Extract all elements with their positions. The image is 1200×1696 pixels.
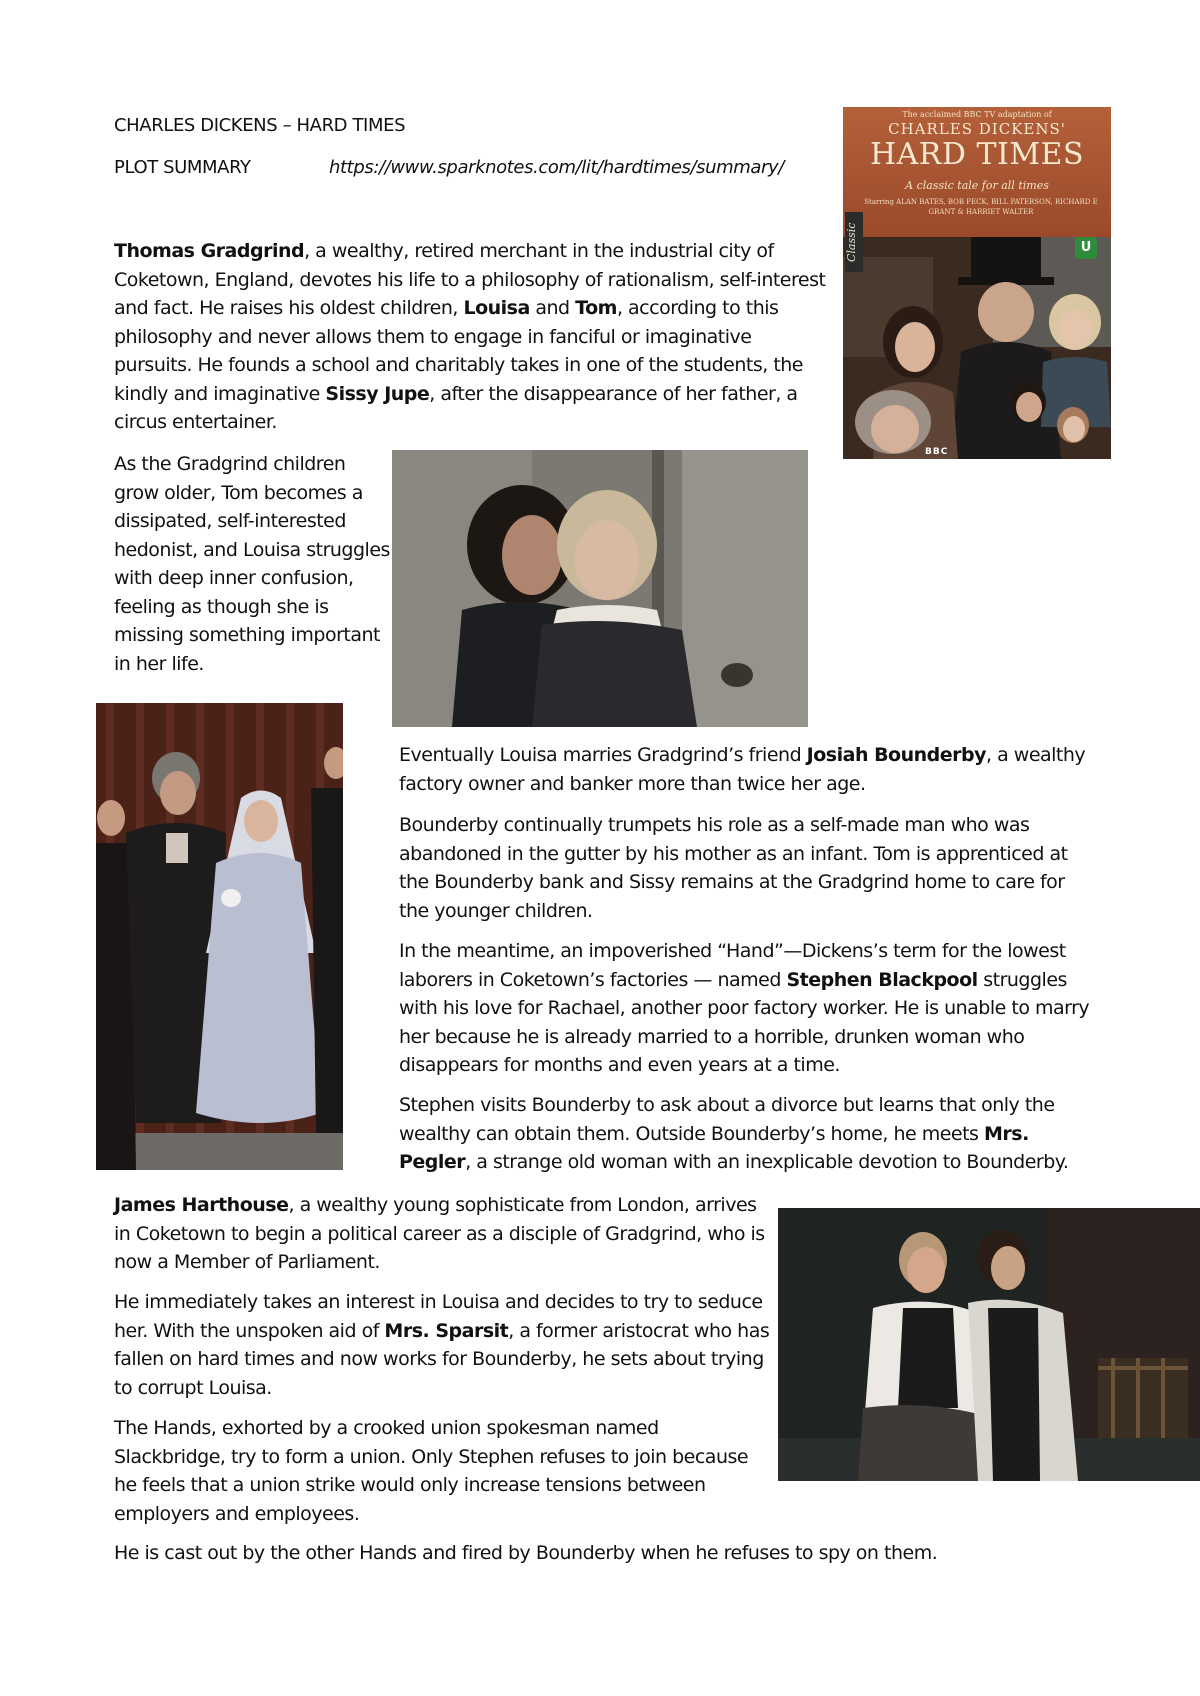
wedding-scene <box>96 703 343 1170</box>
cover-title: HARD TIMES <box>869 137 1085 172</box>
louisa-tom-photo <box>392 450 808 727</box>
paragraph-union: The Hands, exhorted by a crooked union spokesman named Slackbridge, try to form a union. Only Stephen refuses to join because he feels that a union strike would only increase tensions between employers and employees. <box>114 1417 749 1525</box>
paragraph-marriage: Eventually Louisa marries Gradgrind’s friend Josiah Bounderby, a wealthy factory owner and banker more than twice her age. <box>399 744 1086 795</box>
paragraph-gradgrind: Thomas Gradgrind, a wealthy, retired merchant in the industrial city of Coketown, England, devotes his life to a philosophy of rationalism, self-interest and fact. He raises his oldest children, Louisa and Tom, according to this philosophy and never allows them to engage in fanciful or imaginative pursuits. He founds a school and charitably takes in one of the students, the kindly and imaginative Sissy Jupe, after the disappearance of her father, a circus entertainer. <box>114 240 826 433</box>
cover-cast: Starring ALAN BATES, BOB PECK, BILL PATERSON, RICHARD E GRANT & HARRIET WALTER <box>864 198 1098 216</box>
cover-series-label: Classic <box>845 212 863 272</box>
source-link[interactable]: https://www.sparknotes.com/lit/hardtimes/summary/ <box>329 157 784 178</box>
paragraph-seduction: He immediately takes an interest in Louisa and decides to try to seduce her. With the unspoken aid of Mrs. Sparsit, a former aristocrat who has fallen on hard times and now works for Bounderby, he sets about trying to corrupt Louisa. <box>114 1291 770 1399</box>
harthouse-tom-photo <box>778 1208 1200 1481</box>
paragraph-bounderby: Bounderby continually trumpets his role as a self-made man who was abandoned in the gutter by his mother as an infant. Tom is apprenticed at the Bounderby bank and Sissy remains at the Gradgrind home to care for the younger children. <box>399 814 1068 922</box>
two-men-scene <box>778 1208 1200 1481</box>
dvd-cover-image <box>843 107 1111 459</box>
cover-author: CHARLES DICKENS' <box>888 120 1066 138</box>
paragraph-stephen: In the meantime, an impoverished “Hand”—Dickens’s term for the lowest laborers in Coketown’s factories — named Stephen Blackpool struggles with his love for Rachael, another poor factory worker. He is unable to marry her because he is already married to a horrible, drunken woman who disappears for months and even years at a time. <box>399 940 1090 1076</box>
paragraph-divorce: Stephen visits Bounderby to ask about a divorce but learns that only the wealthy can obtain them. Outside Bounderby’s home, he meets Mrs. Pegler, a strange old woman with an inexplicable devotion to Bounderby. <box>399 1094 1069 1173</box>
plot-summary-label: PLOT SUMMARY <box>114 157 251 178</box>
louisa-tom-scene <box>392 450 808 727</box>
document-title <box>114 115 405 136</box>
cover-pretitle: The acclaimed BBC TV adaptation of <box>902 110 1052 119</box>
cover-tagline: A classic tale for all times <box>905 179 1049 192</box>
title-text: CHARLES DICKENS – HARD TIMES <box>114 115 406 136</box>
paragraph-children: As the Gradgrind children grow older, Tom becomes a dissipated, self-interested hedonist, and Louisa struggles with deep inner confusion, feeling as though she is missing something important in her life. <box>114 453 390 675</box>
cover-rating-badge: U <box>1075 237 1097 259</box>
cover-title-band <box>843 107 1111 237</box>
paragraph-harthouse: James Harthouse, a wealthy young sophisticate from London, arrives in Coketown to begin a political career as a disciple of Gradgrind, who is now a Member of Parliament. <box>114 1194 765 1273</box>
wedding-photo <box>96 703 343 1170</box>
paragraph-cast-out: He is cast out by the other Hands and fired by Bounderby when he refuses to spy on them. <box>114 1542 938 1564</box>
cover-broadcaster: BBC <box>925 447 949 457</box>
